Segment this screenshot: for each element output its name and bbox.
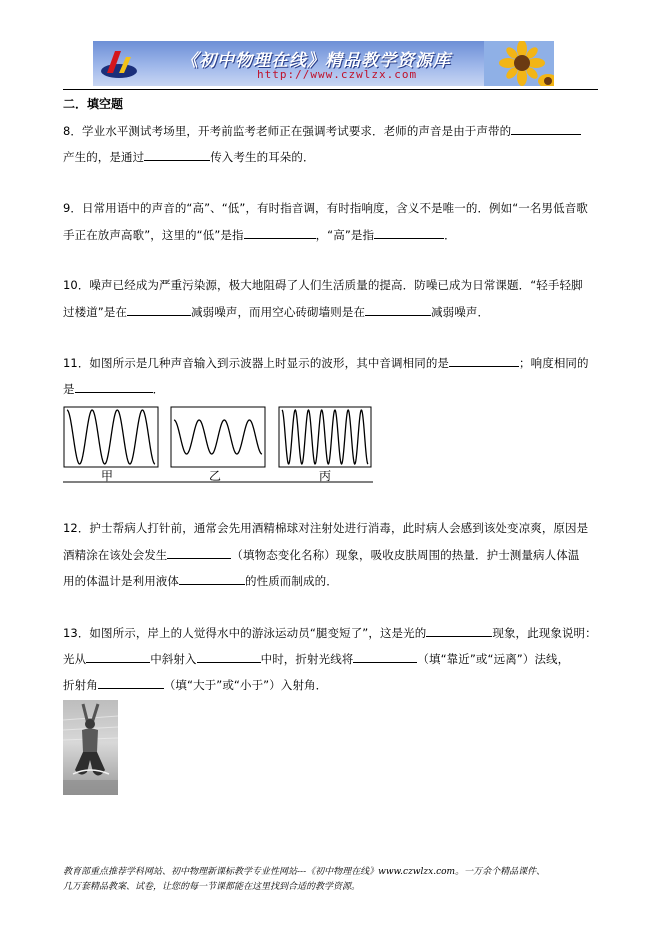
answer-blank[interactable] (449, 354, 519, 367)
header-banner (93, 41, 554, 86)
footer-line1: 教育部重点推荐学科网站、初中物理新课标教学专业性网站---《初中物理在线》www.czwlzx.com。一万余个精品课件、 (63, 867, 546, 877)
answer-blank[interactable] (98, 676, 164, 689)
waveform-bing (279, 407, 371, 483)
q11-line1: 11．如图所示是几种声音输入到示波器上时显示的波形，其中音调相同的是 ；响度相同的 (63, 356, 589, 370)
answer-blank[interactable] (179, 572, 245, 585)
label-jia: 甲 (101, 469, 114, 483)
q8-line2: 产生的，是通过 传入考生的耳朵的． (63, 150, 315, 164)
q8-line1: 8．学业水平测试考场里，开考前监考老师正在强调考试要求．老师的声音是由于声带的 (63, 122, 581, 139)
header-rule (63, 89, 598, 90)
q13-line2: 光从 中斜射入 中时，折射光线将 （填“靠近”或“远离”）法线， (63, 652, 570, 666)
q13-line1: 13．如图所示，岸上的人觉得水中的游泳运动员“腿变短了”，这是光的 现象，此现象说明： (63, 626, 597, 640)
banner-url[interactable]: http://www.czwlzx.com (257, 68, 418, 81)
q11-line2: 是 ． (63, 382, 165, 396)
answer-blank[interactable] (144, 148, 210, 161)
q12-line2: 酒精涂在该处会发生 （填物态变化名称）现象，吸收皮肤周围的热量．护士测量病人体温 (63, 548, 580, 562)
q10-line2: 过楼道”是在 减弱噪声，而用空心砖砌墙则是在 减弱噪声． (63, 305, 490, 319)
answer-blank[interactable] (167, 546, 231, 559)
answer-blank[interactable] (127, 303, 191, 316)
q9-line1: 9．日常用语中的声音的“高”、“低”，有时指音调，有时指响度，含义不是唯一的．例如“一名男低音歌 (63, 201, 588, 215)
q13-line3: 折射角 （填“大于”或“小于”）入射角． (63, 678, 328, 692)
answer-blank[interactable] (374, 226, 444, 239)
section-title: 二．填空题 (63, 97, 124, 111)
q9-line2: 手正在放声高歌”，这里的“低”是指 ，“高”是指 ． (63, 228, 456, 242)
answer-blank[interactable] (511, 122, 581, 135)
answer-blank[interactable] (197, 650, 261, 663)
answer-blank[interactable] (365, 303, 431, 316)
answer-blank[interactable] (86, 650, 150, 663)
waveform-yi (171, 407, 265, 483)
waveform-jia (64, 407, 158, 483)
q12-line1: 12．护士帮病人打针前，通常会先用酒精棉球对注射处进行消毒，此时病人会感到该处变凉爽，原因是 (63, 521, 589, 535)
q12-line3: 用的体温计是利用液体 的性质而制成的． (63, 574, 338, 588)
waveform-figure (63, 404, 373, 484)
answer-blank[interactable] (75, 380, 153, 393)
label-bing: 丙 (319, 469, 332, 483)
sunflower-icon (484, 41, 554, 86)
banner-title: 《初中物理在线》精品教学资源库 (181, 51, 451, 71)
label-yi: 乙 (209, 469, 222, 483)
answer-blank[interactable] (353, 650, 417, 663)
logo-icon (99, 43, 139, 83)
footer-line2: 几万套精品教案、试卷，让您的每一节课都能在这里找到合适的教学资源。 (63, 882, 361, 892)
answer-blank[interactable] (426, 624, 492, 637)
swimmer-photo (63, 700, 118, 795)
q10-line1: 10．噪声已经成为严重污染源，极大地阻碍了人们生活质量的提高．防噪已成为日常课题．“轻手轻脚 (63, 278, 583, 292)
answer-blank[interactable] (244, 226, 316, 239)
